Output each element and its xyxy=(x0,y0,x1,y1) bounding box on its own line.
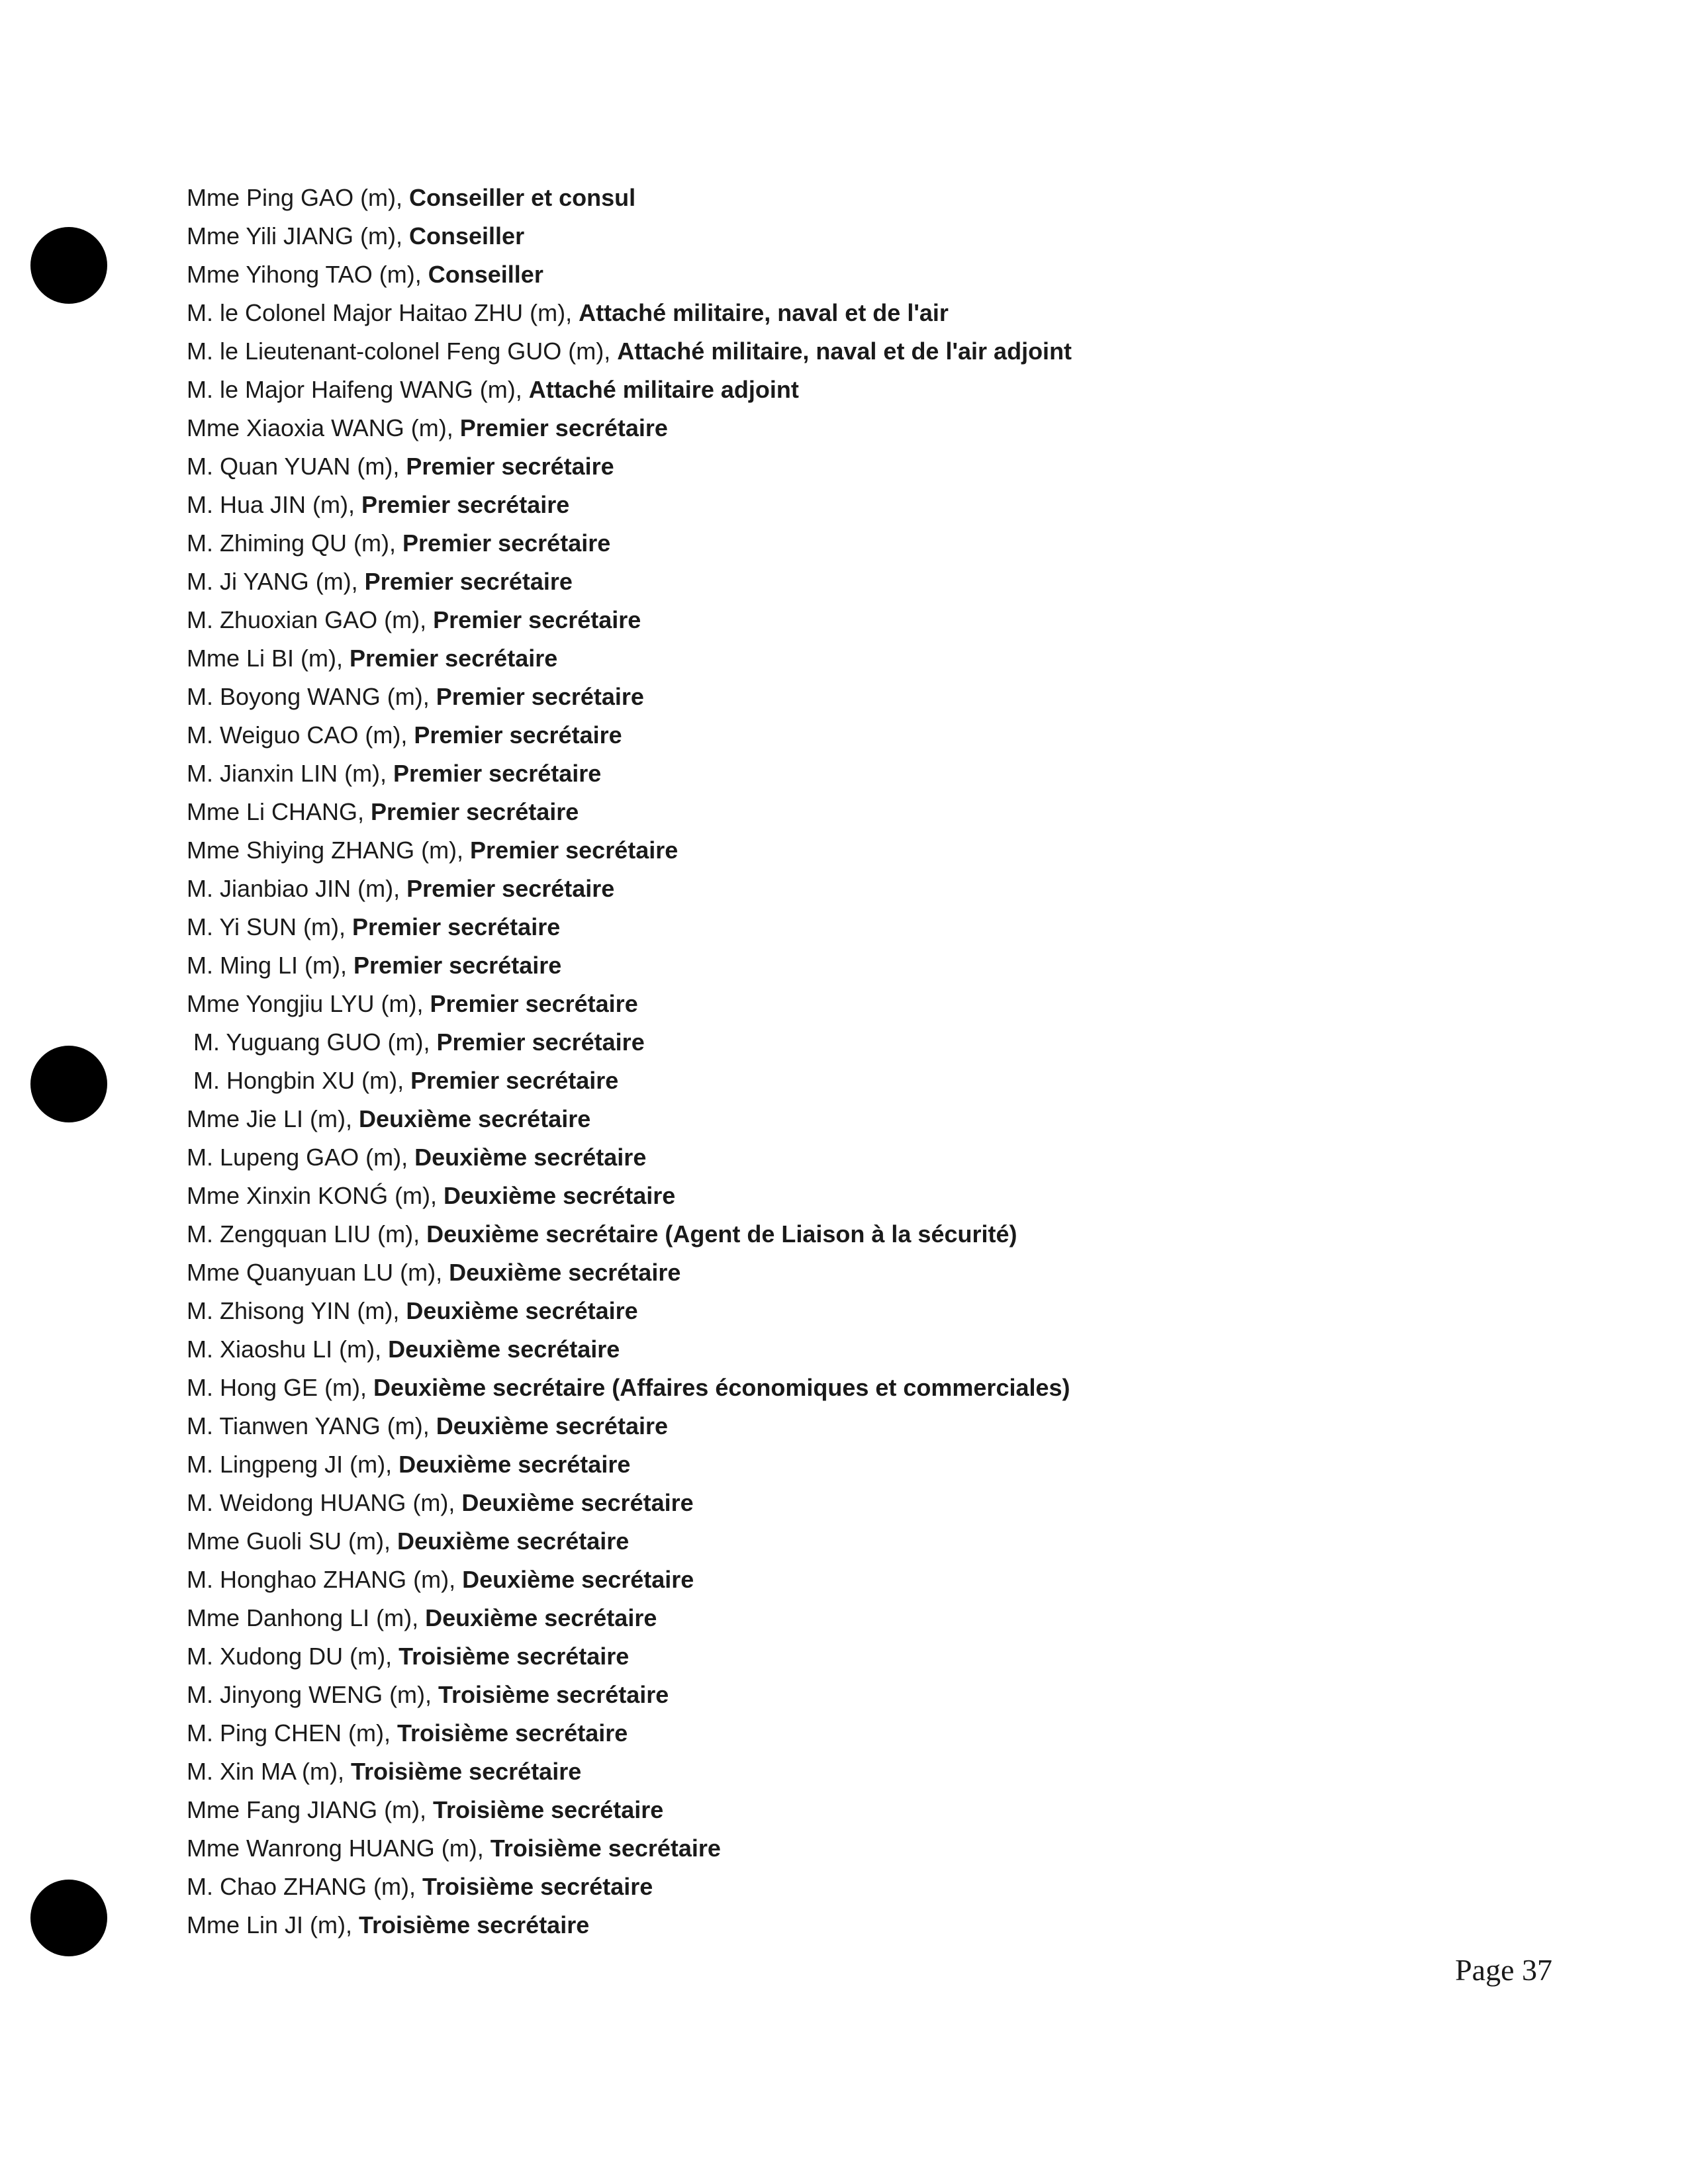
staff-entry xyxy=(187,409,1577,447)
staff-name: M. Hongbin XU (m), xyxy=(193,1067,411,1094)
staff-entry xyxy=(187,870,1577,908)
staff-role: Premier secrétaire xyxy=(430,990,638,1017)
staff-role: Deuxième secrétaire xyxy=(359,1105,591,1132)
staff-entry xyxy=(187,1023,1577,1062)
staff-entry xyxy=(187,1292,1577,1330)
staff-role: Troisième secrétaire xyxy=(397,1719,628,1747)
staff-name: M. le Major Haifeng WANG (m), xyxy=(187,376,529,403)
staff-name: M. Lingpeng JI (m), xyxy=(187,1451,399,1478)
staff-role: Deuxième secrétaire xyxy=(414,1144,647,1171)
staff-entry xyxy=(187,1791,1577,1829)
page-number: Page 37 xyxy=(1455,1953,1552,1987)
staff-entry xyxy=(187,1906,1577,1944)
punch-hole-top xyxy=(30,227,107,304)
staff-name: Mme Yihong TAO (m), xyxy=(187,261,428,288)
staff-role: Premier secrétaire xyxy=(459,414,668,441)
punch-hole-middle xyxy=(30,1046,107,1122)
staff-entry xyxy=(187,754,1577,793)
staff-role: Deuxième secrétaire xyxy=(461,1489,694,1516)
staff-entry xyxy=(187,1445,1577,1484)
staff-role: Premier secrétaire xyxy=(470,837,679,864)
staff-role: Attaché militaire, naval et de l'air adjoint xyxy=(617,338,1072,365)
staff-entry xyxy=(187,1330,1577,1369)
staff-role: Troisième secrétaire xyxy=(422,1873,653,1900)
staff-entry xyxy=(187,1484,1577,1522)
staff-name: Mme Fang JIANG (m), xyxy=(187,1796,434,1823)
staff-list xyxy=(187,179,1577,1944)
staff-name: M. Jianxin LIN (m), xyxy=(187,760,394,787)
staff-role: Deuxième secrétaire xyxy=(397,1527,630,1555)
staff-name: Mme Li BI (m), xyxy=(187,645,350,672)
staff-role: Troisième secrétaire xyxy=(490,1835,721,1862)
staff-name: M. Tianwen YANG (m), xyxy=(187,1412,436,1439)
staff-name: M. Weidong HUANG (m), xyxy=(187,1489,462,1516)
staff-role: Premier secrétaire xyxy=(433,606,641,633)
staff-entry xyxy=(187,217,1577,255)
staff-entry xyxy=(187,1215,1577,1253)
staff-name: Mme Lin JI (m), xyxy=(187,1911,359,1938)
staff-role: Premier secrétaire xyxy=(371,798,579,825)
staff-entry xyxy=(187,1407,1577,1445)
staff-name: M. Boyong WANG (m), xyxy=(187,683,436,710)
staff-entry xyxy=(187,524,1577,563)
staff-entry xyxy=(187,255,1577,294)
staff-role: Premier secrétaire xyxy=(436,683,644,710)
staff-role: Deuxième secrétaire (Affaires économiques et commerciales) xyxy=(373,1374,1070,1401)
staff-name: M. Xudong DU (m), xyxy=(187,1643,399,1670)
staff-name: M. Quan YUAN (m), xyxy=(187,453,406,480)
staff-entry xyxy=(187,1253,1577,1292)
staff-role: Deuxième secrétaire xyxy=(399,1451,631,1478)
staff-entry xyxy=(187,1752,1577,1791)
staff-role: Deuxième secrétaire xyxy=(462,1566,694,1593)
staff-name: Mme Li CHANG, xyxy=(187,798,371,825)
staff-role: Premier secrétaire xyxy=(361,491,570,518)
staff-role: Conseiller xyxy=(428,261,543,288)
staff-entry xyxy=(187,332,1577,371)
staff-role: Deuxième secrétaire xyxy=(425,1604,657,1631)
staff-entry xyxy=(187,639,1577,678)
staff-entry xyxy=(187,1369,1577,1407)
staff-name: Mme Xiaoxia WANG (m), xyxy=(187,414,460,441)
staff-name: M. Xiaoshu LI (m), xyxy=(187,1336,389,1363)
staff-entry xyxy=(187,1062,1577,1100)
staff-role: Conseiller xyxy=(409,222,525,250)
staff-entry xyxy=(187,1561,1577,1599)
staff-entry xyxy=(187,1868,1577,1906)
staff-name: M. Yi SUN (m), xyxy=(187,913,352,940)
staff-entry xyxy=(187,1599,1577,1637)
staff-name: M. Hong GE (m), xyxy=(187,1374,374,1401)
staff-role: Conseiller et consul xyxy=(409,184,636,211)
staff-entry xyxy=(187,294,1577,332)
staff-name: Mme Ping GAO (m), xyxy=(187,184,410,211)
staff-name: Mme Danhong LI (m), xyxy=(187,1604,426,1631)
staff-role: Premier secrétaire xyxy=(350,645,558,672)
staff-entry xyxy=(187,793,1577,831)
staff-name: M. Honghao ZHANG (m), xyxy=(187,1566,463,1593)
staff-name: M. Xin MA (m), xyxy=(187,1758,352,1785)
staff-role: Premier secrétaire xyxy=(352,913,561,940)
staff-entry xyxy=(187,716,1577,754)
staff-name: M. Lupeng GAO (m), xyxy=(187,1144,415,1171)
staff-name: M. Jinyong WENG (m), xyxy=(187,1681,439,1708)
staff-role: Premier secrétaire xyxy=(406,875,615,902)
staff-entry xyxy=(187,447,1577,486)
staff-name: M. Weiguo CAO (m), xyxy=(187,721,414,749)
staff-name: Mme Quanyuan LU (m), xyxy=(187,1259,449,1286)
staff-entry xyxy=(187,1177,1577,1215)
staff-role: Deuxième secrétaire xyxy=(444,1182,676,1209)
staff-name: Mme Guoli SU (m), xyxy=(187,1527,398,1555)
staff-entry xyxy=(187,1637,1577,1676)
staff-entry xyxy=(187,678,1577,716)
staff-name: M. Hua JIN (m), xyxy=(187,491,362,518)
staff-role: Premier secrétaire xyxy=(414,721,622,749)
staff-role: Troisième secrétaire xyxy=(433,1796,664,1823)
staff-entry xyxy=(187,601,1577,639)
staff-role: Premier secrétaire xyxy=(393,760,602,787)
staff-name: M. Jianbiao JIN (m), xyxy=(187,875,407,902)
staff-name: M. Yuguang GUO (m), xyxy=(193,1028,437,1056)
staff-name: M. Ping CHEN (m), xyxy=(187,1719,398,1747)
staff-name: Mme Shiying ZHANG (m), xyxy=(187,837,471,864)
staff-role: Premier secrétaire xyxy=(353,952,562,979)
staff-name: M. Zhuoxian GAO (m), xyxy=(187,606,434,633)
staff-entry xyxy=(187,179,1577,217)
staff-role: Attaché militaire, naval et de l'air xyxy=(579,299,949,326)
staff-entry xyxy=(187,371,1577,409)
staff-name: M. Ji YANG (m), xyxy=(187,568,365,595)
staff-name: Mme Yongjiu LYU (m), xyxy=(187,990,430,1017)
staff-role: Premier secrétaire xyxy=(406,453,614,480)
staff-role: Deuxième secrétaire (Agent de Liaison à la sécurité) xyxy=(426,1220,1017,1248)
staff-name: M. Chao ZHANG (m), xyxy=(187,1873,423,1900)
staff-role: Troisième secrétaire xyxy=(351,1758,582,1785)
staff-role: Premier secrétaire xyxy=(364,568,573,595)
staff-entry xyxy=(187,1714,1577,1752)
staff-name: M. le Colonel Major Haitao ZHU (m), xyxy=(187,299,579,326)
staff-role: Deuxième secrétaire xyxy=(449,1259,681,1286)
staff-role: Attaché militaire adjoint xyxy=(528,376,799,403)
staff-role: Premier secrétaire xyxy=(410,1067,619,1094)
staff-name: M. le Lieutenant-colonel Feng GUO (m), xyxy=(187,338,618,365)
staff-name: M. Zhiming QU (m), xyxy=(187,529,403,557)
staff-role: Deuxième secrétaire xyxy=(406,1297,638,1324)
staff-name: Mme Xinxin KONǴ (m), xyxy=(187,1182,444,1209)
staff-role: Troisième secrétaire xyxy=(399,1643,630,1670)
staff-entry xyxy=(187,831,1577,870)
staff-entry xyxy=(187,1138,1577,1177)
staff-entry xyxy=(187,1829,1577,1868)
punch-hole-bottom xyxy=(30,1880,107,1956)
staff-entry xyxy=(187,563,1577,601)
staff-entry xyxy=(187,985,1577,1023)
staff-role: Deuxième secrétaire xyxy=(436,1412,668,1439)
staff-name: Mme Yili JIANG (m), xyxy=(187,222,410,250)
staff-entry xyxy=(187,1522,1577,1561)
staff-role: Premier secrétaire xyxy=(402,529,611,557)
staff-name: Mme Wanrong HUANG (m), xyxy=(187,1835,491,1862)
staff-entry xyxy=(187,1676,1577,1714)
staff-entry xyxy=(187,946,1577,985)
staff-role: Troisième secrétaire xyxy=(438,1681,669,1708)
staff-entry xyxy=(187,908,1577,946)
staff-name: M. Zengquan LIU (m), xyxy=(187,1220,427,1248)
staff-role: Deuxième secrétaire xyxy=(388,1336,620,1363)
staff-entry xyxy=(187,1100,1577,1138)
staff-name: M. Ming LI (m), xyxy=(187,952,354,979)
staff-entry xyxy=(187,486,1577,524)
staff-name: M. Zhisong YIN (m), xyxy=(187,1297,406,1324)
staff-role: Troisième secrétaire xyxy=(359,1911,590,1938)
staff-role: Premier secrétaire xyxy=(436,1028,645,1056)
staff-name: Mme Jie LI (m), xyxy=(187,1105,359,1132)
